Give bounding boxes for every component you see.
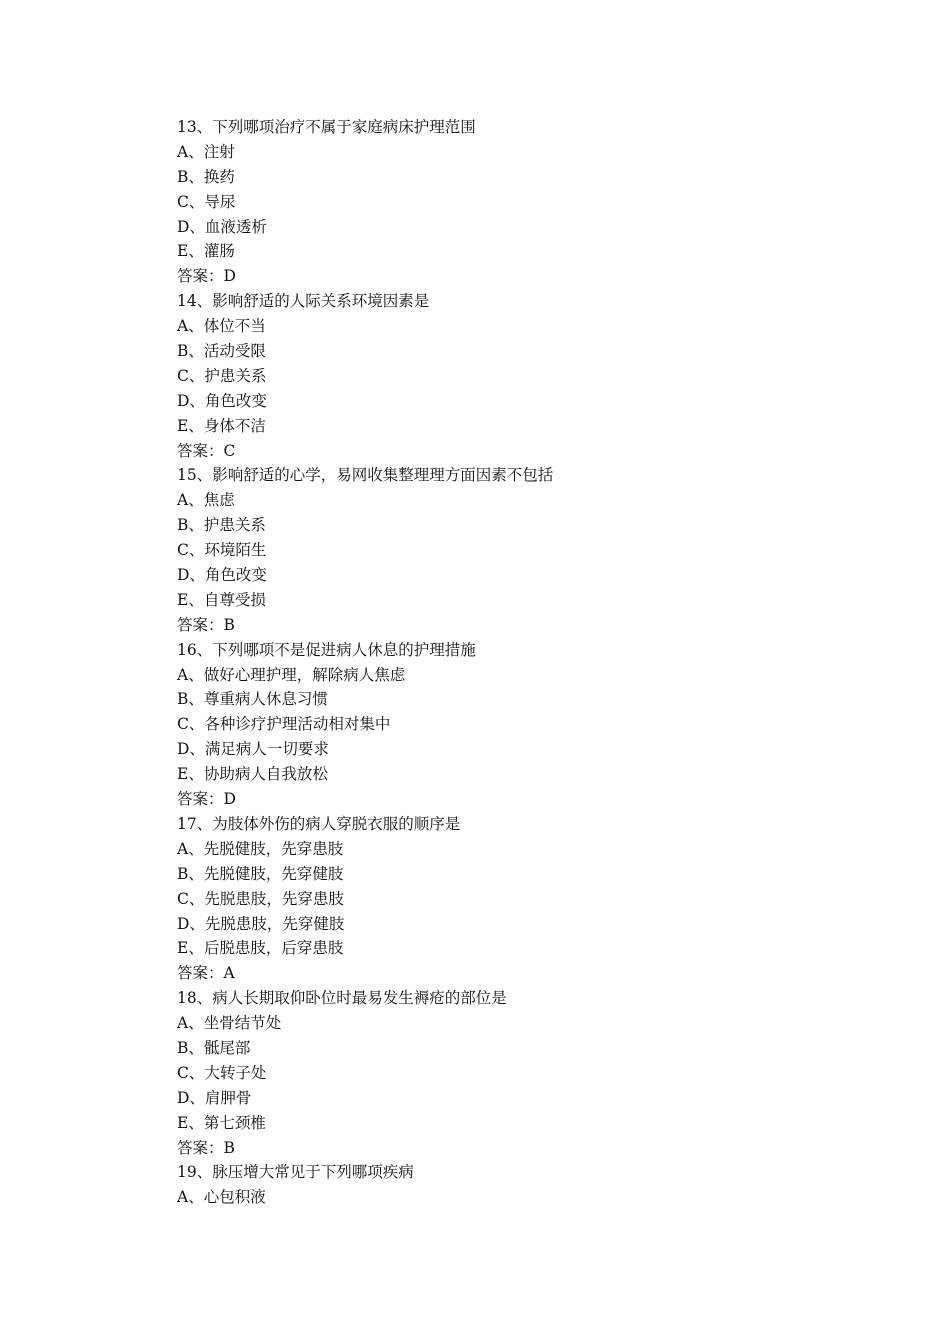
option-b: B、骶尾部 [177, 1038, 251, 1057]
option-d: D、满足病人一切要求 [177, 740, 329, 759]
question-stem: 14、影响舒适的人际关系环境因素是 [177, 292, 430, 311]
option-e: E、协助病人自我放松 [177, 765, 328, 784]
option-d: D、肩胛骨 [177, 1088, 252, 1107]
option-c: C、导尿 [177, 192, 236, 211]
option-d: D、血液透析 [177, 217, 267, 236]
option-e: E、自尊受损 [177, 590, 266, 609]
option-b: B、尊重病人休息习惯 [177, 690, 328, 709]
option-e: E、第七颈椎 [177, 1113, 266, 1132]
answer-line: 答案：C [177, 441, 236, 460]
answer-line: 答案：A [177, 964, 235, 983]
answer-line: 答案：D [177, 790, 236, 809]
answer-line: 答案：D [177, 267, 236, 286]
option-b: B、换药 [177, 167, 235, 186]
option-b: B、先脱健肢，先穿健肢 [177, 864, 344, 883]
option-d: D、先脱患肢，先穿健肢 [177, 914, 345, 933]
option-a: A、先脱健肢，先穿患肢 [177, 839, 344, 858]
option-a: A、体位不当 [177, 317, 266, 336]
option-e: E、后脱患肢，后穿患肢 [177, 939, 344, 958]
option-c: C、环境陌生 [177, 541, 267, 560]
option-b: B、活动受限 [177, 342, 266, 361]
question-list [177, 115, 817, 1210]
question-stem: 16、下列哪项不是促进病人休息的护理措施 [177, 640, 476, 659]
option-c: C、各种诊疗护理活动相对集中 [177, 715, 391, 734]
option-a: A、注射 [177, 142, 235, 161]
option-a: A、坐骨结节处 [177, 1014, 282, 1033]
question-stem: 19、脉压增大常见于下列哪项疾病 [177, 1163, 414, 1182]
question-stem: 15、影响舒适的心学，易网收集整理理方面因素不包括 [177, 466, 554, 485]
question-stem: 17、为肢体外伤的病人穿脱衣服的顺序是 [177, 814, 461, 833]
option-c: C、护患关系 [177, 366, 267, 385]
option-c: C、先脱患肢，先穿患肢 [177, 889, 344, 908]
option-d: D、角色改变 [177, 566, 267, 585]
question-stem: 13、下列哪项治疗不属于家庭病床护理范围 [177, 118, 476, 136]
option-e: E、身体不洁 [177, 416, 266, 435]
option-a: A、做好心理护理，解除病人焦虑 [177, 665, 406, 684]
option-a: A、焦虑 [177, 491, 235, 510]
answer-line: 答案：B [177, 1138, 235, 1157]
option-d: D、角色改变 [177, 391, 267, 410]
option-b: B、护患关系 [177, 516, 266, 535]
option-c: C、大转子处 [177, 1063, 267, 1082]
option-e: E、灌肠 [177, 242, 235, 261]
question-stem: 18、病人长期取仰卧位时最易发生褥疮的部位是 [177, 989, 507, 1008]
answer-line: 答案：B [177, 615, 235, 634]
option-a: A、心包积液 [177, 1188, 266, 1207]
